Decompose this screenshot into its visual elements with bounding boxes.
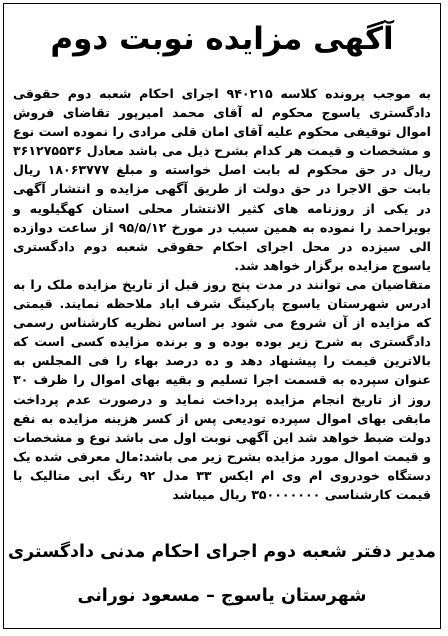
notice-frame	[3, 3, 441, 629]
signature-name: شهرستان یاسوج – مسعود نورانی	[77, 586, 367, 606]
notice-paragraph-1: به موجب پرونده کلاسه ۹۴۰۲۱۵ اجرای احکام شعبه دوم حقوقی دادگستری یاسوج محکوم له آقای محمد امیرپور تقاضای فروش اموال توقیفی محکوم علیه آقای امان قلی مرادی را نموده است نوع و مشخصات و قیمت هر کدام بشرح ذیل می باشد معادل ۳۶۱۲۷۵۵۳۶ ریال در حق محکوم له بابت اصل خواسته و مبلغ ۱۸۰۶۳۷۷۷ ریال بابت حق الاجرا در حق دولت از طریق آگهی مزایده و انتشار آگهی در یکی از روزنامه های کثیر الانتشار محلی استان کهگیلویه و بویراحمد را نموده به همین سبب در مورخ ۹۵/۵/۱۲ از ساعت دوازده الی سیزده در محل اجرای احکام حقوقی شعبه دوم دادگستری یاسوج مزایده برگزار خواهد شد.	[13, 86, 431, 273]
notice-paragraph-2: متقاضیان می توانند در مدت پنج روز قبل از تاریخ مزایده ملک را به ادرس شهرستان یاسوج پارکینگ شرف اباد ملاحظه نمایند. قیمتی که مزایده از آن شروع می شود بر اساس نظریه کارشناس رسمی دادگستری به شرح زیر بوده بوده و و برنده مزایده کسی است که بالاترین قیمت را پیشنهاد دهد و ده درصد بهاء را فی المجلس به عنوان سپرده به قسمت اجرا تسلیم و بقیه بهای اموال را ظرف ۳۰ روز از تاریخ انجام مزایده پرداخت نماید و درصورت عدم پرداخت مابقی بهای اموال سپرده تودیعی پس از کسر هزینه مزایده به نفع دولت ضبط خواهد شد این آگهی نوبت اول می باشد نوع و مشخصات و قیمت اموال مورد مزایده بشرح زیر می باشد:مال معرفی شده یک دستگاه خودروی ام وی ام ایکس ۳۳ مدل ۹۲ رنگ ابی متالیک با قیمت کارشناسی ۳۵۰۰۰۰۰۰۰ ریال میباشد	[13, 276, 431, 502]
notice-title: آگهی مزایده نوبت دوم	[50, 21, 394, 57]
notice-body	[13, 84, 431, 504]
signature-title: مدیر دفتر شعبه دوم اجرای احکام مدنی دادگستری	[8, 542, 436, 562]
